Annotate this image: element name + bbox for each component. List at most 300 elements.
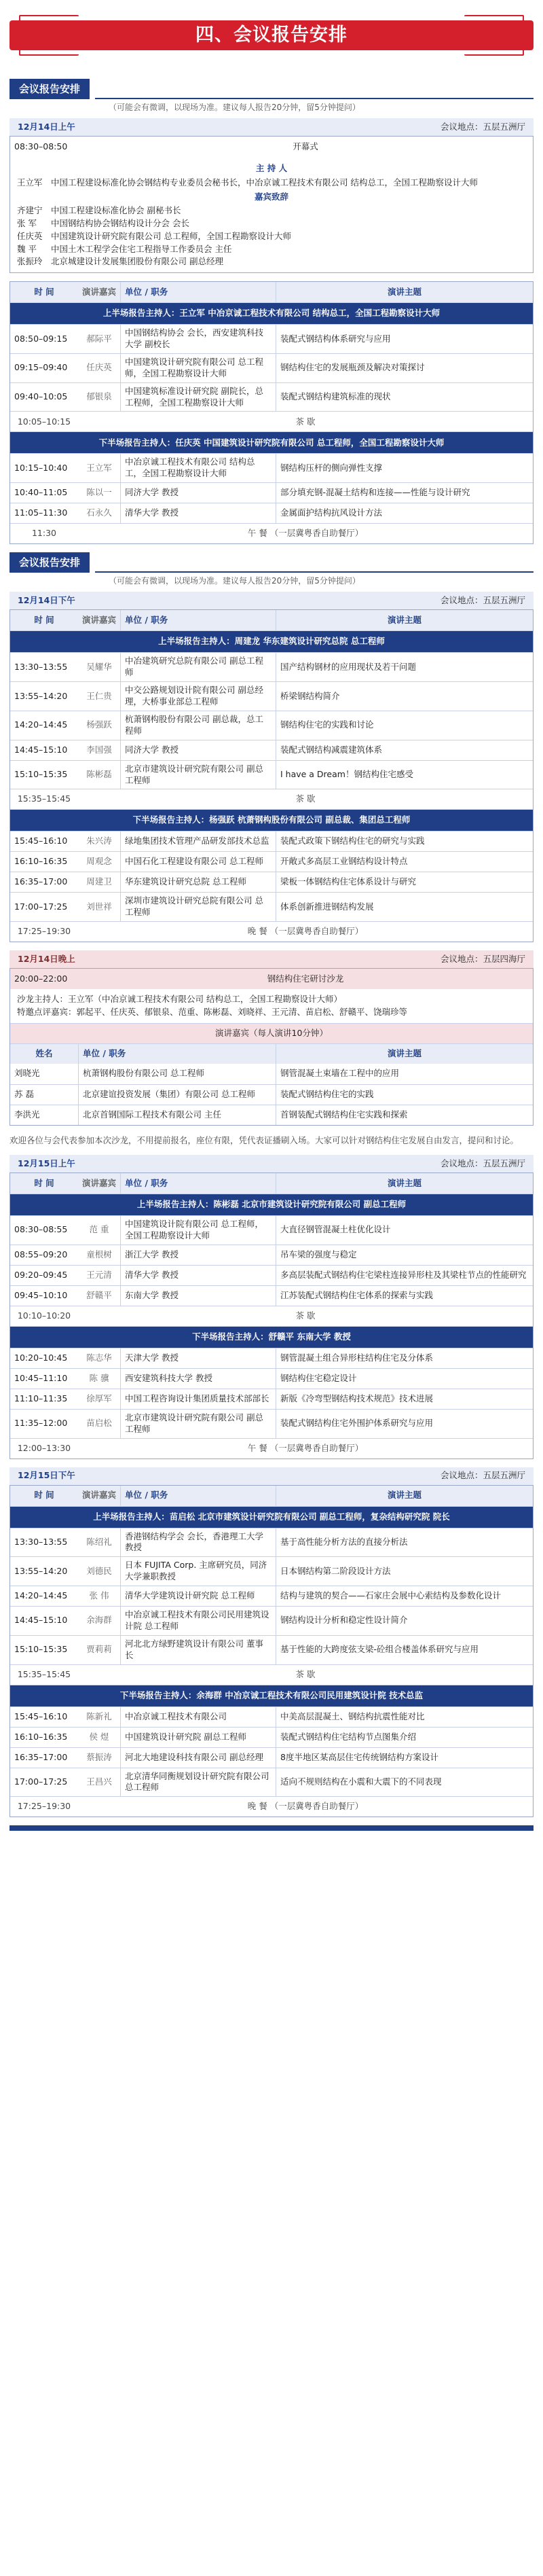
- guest-name: 魏 平: [17, 243, 37, 254]
- page-title: 四、会议报告安排: [195, 24, 348, 46]
- row-org: 绿地集团技术管理产品研发部技术总监: [120, 831, 276, 851]
- row-speaker: 郁银泉: [86, 391, 112, 402]
- head-topic: 演讲主题: [387, 1177, 422, 1188]
- row-time: 16:10–16:35: [14, 856, 68, 867]
- guest-line: [17, 243, 526, 256]
- chair-name: 王立军: [17, 177, 43, 187]
- row-speaker: 陈 骥: [89, 1372, 109, 1383]
- row-break: 茶 歇: [295, 793, 316, 804]
- schedule-row: [10, 892, 533, 921]
- table-head: [10, 610, 533, 630]
- row-org: 天津大学 教授: [120, 1348, 276, 1368]
- row-time: 15:10–15:35: [14, 1644, 68, 1655]
- row-speaker: 陈志华: [86, 1352, 112, 1363]
- row-topic: 钢管混凝土组合异形柱结构住宅及分体系: [280, 1352, 434, 1363]
- location-label: 会议地点：五层五洲厅: [440, 1158, 525, 1168]
- host-text: 上半场报告主持人：陈彬磊 北京市建筑设计研究院有限公司 副总工程师: [136, 1199, 407, 1210]
- row-org: 河北大地建设科技有限公司 副总经理: [120, 1748, 276, 1768]
- date-bar: [10, 118, 533, 136]
- salon-note: 欢迎各位与会代表参加本次沙龙，不用提前报名，座位有限，凭代表证播刷入场。大家可以针对钢结构住宅发展自由发言，提问和讨论。: [10, 1134, 519, 1145]
- host-text: 上半场报告主持人：周建龙 华东建筑设计研究总院 总工程师: [158, 636, 385, 647]
- row-org: 中国建筑设计院有限公司 总工程师，全国工程勘察设计大师: [120, 1216, 276, 1245]
- salon-row: [10, 1105, 533, 1125]
- opening-block: [10, 136, 533, 273]
- salon-topic: 装配式钢结构住宅的实践: [280, 1088, 374, 1099]
- salon-location: 会议地点：五层四海厅: [440, 953, 525, 964]
- host-row: [10, 1194, 533, 1215]
- salon-row: [10, 1084, 533, 1105]
- section-rule: [95, 571, 533, 573]
- row-break: 茶 歇: [295, 416, 316, 427]
- salon-name: 李洪光: [14, 1109, 40, 1120]
- opening-row: [10, 137, 533, 157]
- row-topic: 日本钢结构第二阶段设计方法: [280, 1565, 391, 1576]
- row-time: 15:45–16:10: [14, 1711, 68, 1721]
- host-row: [10, 1326, 533, 1348]
- row-speaker: 刘世祥: [86, 901, 112, 912]
- row-org: 中国建筑标准设计研究院 副院长，总工程师，全国工程勘察设计大师: [120, 383, 276, 412]
- schedule-row: [10, 1586, 533, 1606]
- guest-line: [17, 204, 526, 217]
- date-bar: [10, 1155, 533, 1173]
- section-header: [10, 79, 533, 99]
- row-speaker: 王立军: [86, 462, 112, 473]
- row-topic: 体系创新推进钢结构发展: [280, 901, 374, 912]
- head-speaker: 演讲嘉宾: [82, 1490, 117, 1501]
- salon-table-head: [10, 1043, 533, 1064]
- schedule-row: [10, 681, 533, 711]
- row-speaker: 张 伟: [89, 1590, 109, 1601]
- head-speaker: 演讲嘉宾: [82, 286, 117, 297]
- row-speaker: 王仁贵: [86, 690, 112, 701]
- salon-name: 刘晓光: [14, 1068, 40, 1079]
- row-topic: I have a Dream！钢结构住宅感受: [280, 769, 413, 780]
- host-text: 下半场报告主持人：舒赣平 东南大学 教授: [192, 1331, 351, 1342]
- section-label: 会议报告安排: [10, 79, 90, 99]
- row-topic: 江苏装配式钢结构住宅体系的探索与实践: [280, 1289, 434, 1300]
- row-time: 10:15–10:40: [14, 462, 68, 473]
- row-time: 13:55–14:20: [14, 1565, 68, 1576]
- guest-line: [17, 230, 526, 243]
- row-break: 晚 餐 （一层冀粤香自助餐厅）: [247, 1801, 364, 1812]
- row-time: 10:40–11:05: [14, 487, 68, 498]
- row-speaker: 周建卫: [86, 876, 112, 887]
- host-row: [10, 1685, 533, 1706]
- row-org: 深圳市建筑设计研究总院有限公司 总工程师: [120, 893, 276, 921]
- row-time: 15:35–15:45: [17, 793, 71, 804]
- salon-row: [10, 1064, 533, 1084]
- host-row: [10, 1506, 533, 1528]
- row-topic: 梁板一体钢结构住宅体系设计与研究: [280, 876, 417, 887]
- host-text: 上半场报告主持人：王立军 中冶京诚工程技术有限公司 结构总工，全国工程勘察设计大师: [102, 308, 441, 319]
- row-time: 14:45–15:10: [14, 744, 68, 755]
- head-topic: 演讲主题: [387, 286, 422, 297]
- row-time: 11:10–11:35: [14, 1393, 68, 1403]
- row-time: 17:25–19:30: [17, 1801, 71, 1812]
- row-speaker: 徐厚军: [86, 1393, 112, 1403]
- row-speaker: 吴耀华: [86, 661, 112, 672]
- salon-block: [10, 968, 533, 1126]
- section-label: 会议报告安排: [10, 552, 90, 573]
- schedule-row: [10, 1409, 533, 1438]
- row-break: 晚 餐 （一层冀粤香自助餐厅）: [247, 926, 364, 937]
- schedule-afternoon-15: [10, 1485, 533, 1818]
- date-bar: [10, 1467, 533, 1485]
- row-org: 北京市建筑设计研究院有限公司 副总工程师: [120, 1410, 276, 1438]
- salon-head-org: 单位 / 职务: [78, 1044, 276, 1064]
- schedule-row: [10, 1606, 533, 1635]
- row-org: 中冶京诚工程技术有限公司 结构总工，全国工程勘察设计大师: [120, 454, 276, 482]
- row-speaker: 余海群: [86, 1615, 112, 1626]
- chairs-area: [10, 157, 533, 272]
- table-head: [10, 282, 533, 302]
- row-time: 17:25–19:30: [17, 926, 71, 937]
- schedule-row: [10, 453, 533, 482]
- salon-head-topic: 演讲主题: [387, 1048, 422, 1058]
- row-org: 同济大学 教授: [120, 740, 276, 760]
- date-label: 12月14日下午: [18, 594, 75, 605]
- salon-time: 20:00–22:00: [14, 973, 68, 984]
- host-row: [10, 431, 533, 453]
- schedule-row: [10, 1368, 533, 1389]
- row-time: 14:45–15:10: [14, 1615, 68, 1626]
- row-time: 10:20–10:45: [14, 1352, 68, 1363]
- host-text: 下半场报告主持人：杨强跃 杭萧钢构股份有限公司 副总裁、集团总工程师: [132, 815, 411, 825]
- section-notice: （可能会有微调，以现场为准。建议每人报告20分钟，留5分钟提问）: [109, 103, 360, 112]
- row-speaker: 范 重: [89, 1224, 109, 1235]
- row-speaker: 周观念: [86, 856, 112, 867]
- row-time: 17:00–17:25: [14, 901, 68, 912]
- location-label: 会议地点：五层五洲厅: [440, 121, 525, 132]
- row-speaker: 陈以一: [86, 487, 112, 498]
- schedule-row: [10, 1796, 533, 1817]
- row-time: 17:00–17:25: [14, 1776, 68, 1787]
- row-speaker: 陈彬磊: [86, 769, 112, 780]
- row-org: 日本 FUJITA Corp. 主席研究员，同济大学兼职教授: [120, 1557, 276, 1586]
- row-time: 16:35–17:00: [14, 876, 68, 887]
- salon-sub: 演讲嘉宾（每人演讲10分钟）: [215, 1027, 328, 1038]
- head-org: 单位 / 职务: [120, 610, 276, 630]
- schedule-row: [10, 1556, 533, 1586]
- host-text: 上半场报告主持人：苗启松 北京市建筑设计研究院有限公司 副总工程师，复杂结构研究院 院长: [93, 1511, 450, 1522]
- row-break: 午 餐 （一层冀粤香自助餐厅）: [247, 1442, 364, 1453]
- schedule-row: [10, 353, 533, 382]
- schedule-row: [10, 652, 533, 681]
- guest-desc: 中国土木工程学会住宅工程指导工作委员会 主任: [51, 243, 232, 254]
- row-speaker: 陈绍礼: [86, 1536, 112, 1547]
- row-speaker: 朱兴涛: [86, 836, 112, 846]
- row-topic: 装配式钢结构体系研究与应用: [280, 333, 391, 344]
- row-time: 15:10–15:35: [14, 769, 68, 780]
- row-org: 清华大学 教授: [120, 503, 276, 523]
- head-time: 时 间: [34, 614, 54, 625]
- row-topic: 中美高层混凝土、钢结构抗震性能对比: [280, 1711, 425, 1721]
- schedule-row: [10, 789, 533, 809]
- row-org: 北京市建筑设计研究院有限公司 副总工程师: [120, 761, 276, 789]
- row-topic: 部分填充钢-混凝土结构和连接——性能与设计研究: [280, 487, 470, 498]
- chair-line: [17, 177, 526, 190]
- row-speaker: 刘德民: [86, 1565, 112, 1576]
- row-break: 茶 歇: [295, 1668, 316, 1679]
- row-topic: 基于高性能分析方法的直接分析法: [280, 1536, 408, 1547]
- row-org: 中冶建筑研究总院有限公司 副总工程师: [120, 653, 276, 681]
- schedule-row: [10, 872, 533, 892]
- row-topic: 装配式钢结构减震建筑体系: [280, 744, 383, 755]
- schedule-morning-14: [10, 281, 533, 544]
- host-row: [10, 630, 533, 652]
- schedule-row: [10, 1438, 533, 1459]
- row-org: 中国工程咨询设计集团质量技术部部长: [120, 1389, 276, 1409]
- row-org: 中交公路规划设计院有限公司 副总经理，大桥事业部总工程师: [120, 682, 276, 711]
- row-speaker: 陈新礼: [86, 1711, 112, 1721]
- schedule-afternoon-14: [10, 609, 533, 942]
- row-topic: 装配式钢结构住宅结构节点图集介绍: [280, 1731, 417, 1742]
- row-speaker: 任庆英: [86, 362, 112, 373]
- schedule-row: [10, 324, 533, 353]
- row-time: 11:35–12:00: [14, 1418, 68, 1429]
- row-speaker: 童根树: [86, 1249, 112, 1259]
- row-time: 13:55–14:20: [14, 690, 68, 701]
- row-topic: 新版《冷弯型钢结构技术规范》技术进展: [280, 1393, 434, 1403]
- salon-date: 12月14日晚上: [18, 953, 75, 964]
- schedule-row: [10, 1664, 533, 1685]
- row-time: 10:10–10:20: [17, 1310, 71, 1321]
- schedule-row: [10, 1747, 533, 1768]
- row-org: 北京清华同衡规划设计研究院有限公司 总工程师: [120, 1768, 276, 1797]
- row-org: 东南大学 教授: [120, 1286, 276, 1306]
- schedule-row: [10, 1768, 533, 1797]
- row-speaker: 王元清: [86, 1269, 112, 1280]
- host-row: [10, 302, 533, 324]
- schedule-row: [10, 711, 533, 740]
- row-speaker: 贾莉莉: [86, 1644, 112, 1655]
- row-org: 中国建筑设计研究院 副总工程师: [120, 1728, 276, 1747]
- salon-rows: [10, 1064, 533, 1125]
- schedule-row: [10, 1727, 533, 1747]
- row-speaker: 李国强: [86, 744, 112, 755]
- guest-line: [17, 217, 526, 230]
- guests-list: [17, 204, 526, 268]
- salon-org: 北京建谊投资发展（集团）有限公司 总工程师: [78, 1085, 276, 1105]
- table-head: [10, 1486, 533, 1506]
- row-time: 08:30–08:55: [14, 1224, 68, 1235]
- row-time: 16:10–16:35: [14, 1731, 68, 1742]
- row-time: 11:30: [31, 528, 57, 539]
- guest-name: 张 军: [17, 218, 37, 229]
- guest-desc: 中国钢结构协会钢结构设计分会 会长: [51, 218, 189, 229]
- schedule-row: [10, 1635, 533, 1664]
- row-time: 13:30–13:55: [14, 661, 68, 672]
- row-topic: 大直径钢管混凝土柱优化设计: [280, 1224, 391, 1235]
- row-org: 中国石化工程建设有限公司 总工程师: [120, 852, 276, 872]
- table-head: [10, 1173, 533, 1194]
- head-time: 时 间: [34, 1177, 54, 1188]
- schedule-row: [10, 1528, 533, 1557]
- chair-desc: 中国工程建设标准化协会钢结构专业委员会秘书长，中冶京诚工程技术有限公司 结构总工，全国工程勘察设计大师: [51, 177, 478, 187]
- row-speaker: 石永久: [86, 507, 112, 518]
- salon-title-row: [10, 969, 533, 989]
- row-topic: 钢结构住宅稳定设计: [280, 1372, 357, 1383]
- salon-topic: 首钢装配式钢结构住宅实践和探索: [280, 1109, 408, 1120]
- row-time: 10:45–11:10: [14, 1372, 68, 1383]
- row-org: 西安建筑科技大学 教授: [120, 1369, 276, 1389]
- row-topic: 8度半地区某高层住宅传统钢结构方案设计: [280, 1751, 438, 1762]
- row-speaker: 苗启松: [86, 1418, 112, 1429]
- schedule-morning-15: [10, 1173, 533, 1459]
- head-topic: 演讲主题: [387, 614, 422, 625]
- guest-name: 张振玲: [17, 256, 43, 267]
- row-org: 杭萧钢构股份有限公司 副总裁，总工程师: [120, 711, 276, 740]
- schedule-row: [10, 523, 533, 543]
- opening-time: 08:30–08:50: [14, 141, 68, 151]
- row-speaker: 杨强跃: [86, 719, 112, 730]
- schedule-row: [10, 382, 533, 412]
- head-org: 单位 / 职务: [120, 1486, 276, 1506]
- row-topic: 开敞式多高层工业钢结构设计特点: [280, 856, 408, 867]
- date-label: 12月15日上午: [18, 1158, 75, 1168]
- row-org: 清华大学建筑设计研究院 总工程师: [120, 1586, 276, 1606]
- salon-host: 沙龙主持人：王立军（中冶京诚工程技术有限公司 结构总工，全国工程勘察设计大师）: [17, 994, 342, 1005]
- row-org: 中冶京诚工程技术有限公司: [120, 1707, 276, 1727]
- row-time: 09:45–10:10: [14, 1289, 68, 1300]
- salon-hosts: [10, 989, 533, 1023]
- row-speaker: 蔡振涛: [86, 1751, 112, 1762]
- guest-name: 任庆英: [17, 230, 43, 241]
- guest-desc: 中国建筑设计研究院有限公司 总工程师，全国工程勘察设计大师: [51, 230, 291, 241]
- row-org: 华东建筑设计研究总院 总工程师: [120, 872, 276, 892]
- row-time: 08:50–09:15: [14, 333, 68, 344]
- host-row: [10, 809, 533, 831]
- row-time: 09:15–09:40: [14, 362, 68, 373]
- row-topic: 基于性能的大跨度弦支梁-砼组合楼盖体系研究与应用: [280, 1644, 479, 1655]
- row-org: 中国建筑设计研究院有限公司 总工程师，全国工程勘察设计大师: [120, 354, 276, 382]
- guest-desc: 中国工程建设标准化协会 副秘书长: [51, 205, 181, 216]
- schedule-row: [10, 482, 533, 503]
- row-speaker: 王昌兴: [86, 1776, 112, 1787]
- salon-sub-row: [10, 1023, 533, 1043]
- row-time: 12:00–13:30: [17, 1442, 71, 1453]
- row-speaker: 舒赣平: [86, 1289, 112, 1300]
- chairs-title: 主 持 人: [255, 163, 288, 174]
- salon-head-name: 姓名: [35, 1048, 53, 1058]
- title-banner: [0, 0, 543, 65]
- section-rule: [95, 98, 533, 99]
- guest-desc: 北京城建设计发展集团股份有限公司 副总经理: [51, 256, 223, 267]
- row-org: 中国钢结构协会 会长，西安建筑科技大学 副校长: [120, 325, 276, 353]
- host-text: 下半场报告主持人：余海群 中冶京诚工程技术有限公司民用建筑设计院 技术总监: [119, 1689, 424, 1700]
- row-topic: 国产结构钢材的应用现状及若干问题: [280, 661, 417, 672]
- row-topic: 钢结构压杆的侧向弹性支撑: [280, 462, 383, 473]
- head-topic: 演讲主题: [387, 1490, 422, 1501]
- row-time: 08:55–09:20: [14, 1249, 68, 1259]
- row-topic: 适向不规则结构在小震和大震下的不同表现: [280, 1776, 442, 1787]
- schedule-row: [10, 1348, 533, 1368]
- row-time: 13:30–13:55: [14, 1536, 68, 1547]
- schedule-row: [10, 1306, 533, 1326]
- schedule-row: [10, 1265, 533, 1285]
- head-org: 单位 / 职务: [120, 1173, 276, 1194]
- row-time: 10:05–10:15: [17, 416, 71, 427]
- row-topic: 金属面护结构抗风设计方法: [280, 507, 383, 518]
- schedule-row: [10, 1285, 533, 1306]
- guests-title: 嘉宾致辞: [254, 191, 288, 202]
- head-speaker: 演讲嘉宾: [82, 1177, 117, 1188]
- row-topic: 装配式钢结构建筑标准的现状: [280, 391, 391, 402]
- schedule-row: [10, 760, 533, 789]
- schedule-row: [10, 1215, 533, 1245]
- schedule-row: [10, 851, 533, 872]
- guest-line: [17, 255, 526, 268]
- location-label: 会议地点：五层五洲厅: [440, 594, 525, 605]
- row-time: 15:45–16:10: [14, 836, 68, 846]
- row-topic: 结构与建筑的契合——石家庄会展中心索结构及参数化设计: [280, 1590, 502, 1601]
- row-speaker: 郝际平: [86, 333, 112, 344]
- bottom-bar: [10, 1825, 533, 1831]
- row-org: 清华大学 教授: [120, 1266, 276, 1285]
- schedule-row: [10, 411, 533, 431]
- schedule-row: [10, 740, 533, 760]
- salon-name: 苏 磊: [14, 1088, 34, 1099]
- salon-guests: 特邀点评嘉宾：郭起平、任庆英、郁银泉、范重、陈彬磊、刘晓祥、王元清、苗启松、舒赣平、饶瑞珍等: [17, 1006, 408, 1017]
- head-time: 时 间: [34, 1490, 54, 1501]
- row-time: 14:20–14:45: [14, 719, 68, 730]
- salon-title: 钢结构住宅研讨沙龙: [267, 973, 344, 984]
- schedule-row: [10, 831, 533, 851]
- salon-topic: 钢管混凝土束墙在工程中的应用: [280, 1068, 400, 1079]
- row-topic: 桥梁钢结构简介: [280, 690, 340, 701]
- row-topic: 钢结构设计分析和稳定性设计简介: [280, 1615, 408, 1626]
- schedule-row: [10, 1245, 533, 1265]
- location-label: 会议地点：五层五洲厅: [440, 1470, 525, 1481]
- row-time: 16:35–17:00: [14, 1751, 68, 1762]
- opening-title: 开幕式: [293, 141, 318, 151]
- row-time: 14:20–14:45: [14, 1590, 68, 1601]
- row-time: 15:35–15:45: [17, 1668, 71, 1679]
- salon-org: 杭萧钢构股份有限公司 总工程师: [78, 1064, 276, 1084]
- row-org: 河北北方绿野建筑设计有限公司 董事长: [120, 1636, 276, 1664]
- row-topic: 吊车梁的强度与稳定: [280, 1249, 357, 1259]
- row-topic: 多高层装配式钢结构住宅梁柱连接异形柱及其梁柱节点的性能研究: [280, 1269, 527, 1280]
- guest-name: 齐建宁: [17, 205, 43, 216]
- row-topic: 钢结构住宅的实践和讨论: [280, 719, 374, 730]
- date-label: 12月14日上午: [18, 121, 75, 132]
- schedule-row: [10, 1706, 533, 1727]
- date-bar: [10, 592, 533, 609]
- row-time: 09:20–09:45: [14, 1269, 68, 1280]
- row-org: 浙江大学 教授: [120, 1245, 276, 1265]
- row-break: 午 餐 （一层冀粤香自助餐厅）: [247, 528, 364, 539]
- section-notice: （可能会有微调，以现场为准。建议每人报告20分钟，留5分钟提问）: [109, 576, 360, 586]
- head-time: 时 间: [34, 286, 54, 297]
- head-org: 单位 / 职务: [120, 282, 276, 302]
- row-time: 11:05–11:30: [14, 507, 68, 518]
- row-org: 同济大学 教授: [120, 483, 276, 503]
- row-org: 香港钢结构学会 会长，香港理工大学 教授: [120, 1528, 276, 1557]
- row-topic: 钢结构住宅的发展瓶颈及解决对策探讨: [280, 362, 425, 373]
- schedule-row: [10, 1389, 533, 1409]
- schedule-row: [10, 503, 533, 523]
- salon-org: 北京首钢国际工程技术有限公司 主任: [78, 1105, 276, 1125]
- row-topic: 装配式政策下钢结构住宅的研究与实践: [280, 836, 425, 846]
- host-text: 下半场报告主持人：任庆英 中国建筑设计研究院有限公司 总工程师，全国工程勘察设计大师: [98, 437, 445, 448]
- row-org: 中冶京诚工程技术有限公司民用建筑设计院 总工程师: [120, 1607, 276, 1635]
- row-break: 茶 歇: [295, 1310, 316, 1321]
- row-speaker: 侯 煜: [89, 1731, 109, 1742]
- row-time: 09:40–10:05: [14, 391, 68, 402]
- row-topic: 装配式钢结构住宅外围护体系研究与应用: [280, 1418, 434, 1429]
- section-header: [10, 552, 533, 573]
- schedule-row: [10, 921, 533, 942]
